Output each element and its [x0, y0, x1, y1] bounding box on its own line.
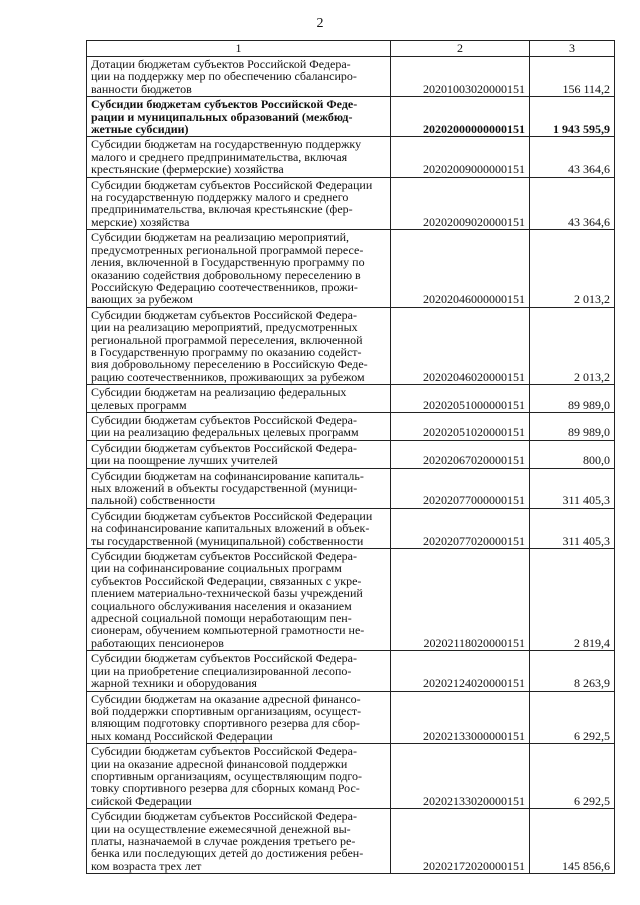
description-line: ции на осуществление ежемесячной денежной вы- [91, 821, 351, 836]
description-line: адресной социальной помощи неработающим пен- [91, 611, 352, 626]
description-line: рации и муниципальных образований (межбюд- [91, 109, 353, 124]
column-header-2: 2 [391, 41, 530, 57]
description-line: ции на софинансирование социальных программ [91, 561, 342, 576]
row-description [87, 549, 391, 651]
description-line: ванности бюджетов [91, 81, 192, 96]
table-row [87, 97, 615, 137]
table-row [87, 385, 615, 413]
row-code: 20202000000000151 [391, 97, 530, 137]
description-line: Субсидии бюджетам субъектов Российской Федера- [91, 744, 357, 759]
row-description [87, 137, 391, 177]
row-code: 20202046020000151 [391, 307, 530, 384]
row-amount: 800,0 [530, 440, 615, 468]
table-row [87, 412, 615, 440]
row-description [87, 307, 391, 384]
row-code: 20202009000000151 [391, 137, 530, 177]
row-amount: 2 819,4 [530, 549, 615, 651]
row-amount: 2 013,2 [530, 307, 615, 384]
row-code: 20202046000000151 [391, 230, 530, 307]
row-description [87, 691, 391, 744]
row-code: 20202124020000151 [391, 651, 530, 691]
table-row [87, 508, 615, 548]
table-row [87, 137, 615, 177]
table-row [87, 307, 615, 384]
table-row [87, 809, 615, 874]
description-line: ных команд Российской Федерации [91, 728, 273, 743]
row-code: 20202077000000151 [391, 468, 530, 508]
table-row [87, 691, 615, 744]
description-line: на государственную поддержку малого и среднего [91, 190, 349, 205]
description-line: ты государственной (муниципальной) собственности [91, 533, 364, 548]
description-line: Субсидии бюджетам субъектов Российской Федера- [91, 440, 357, 455]
description-line: работающих пенсионеров [91, 635, 224, 650]
description-line: Дотации бюджетам субъектов Российской Федера- [91, 57, 351, 71]
description-line: вающих за рубежом [91, 292, 193, 307]
description-line: ных вложений в объекты государственной (муници- [91, 481, 358, 495]
description-line: Субсидии бюджетам субъектов Российской Федера- [91, 549, 357, 564]
description-line: мерские) хозяйства [91, 214, 190, 229]
description-line: ции на реализацию мероприятий, предусмотренных [91, 320, 358, 335]
description-line: Субсидии бюджетам субъектов Российской Феде- [91, 97, 358, 112]
row-amount: 145 856,6 [530, 809, 615, 874]
table-row [87, 57, 615, 97]
description-line: вия добровольному переселению в Российскую Феде- [91, 357, 368, 372]
row-description [87, 744, 391, 809]
row-code: 20202009020000151 [391, 177, 530, 230]
description-line: предпринимательства, включая крестьянские (фер- [91, 202, 353, 217]
row-code: 20202051000000151 [391, 385, 530, 413]
table-row [87, 230, 615, 307]
column-header-1: 1 [87, 41, 391, 57]
description-line: сийской Федерации [91, 793, 192, 808]
row-description [87, 651, 391, 691]
description-line: на софинансирование капитальных вложений в объек- [91, 521, 370, 536]
description-line: товку спортивного резерва для сборных команд Рос- [91, 781, 360, 796]
description-line: пальной) собственности [91, 493, 216, 508]
description-line: спортивным организациям, осуществляющим подго- [91, 768, 363, 783]
description-line: Субсидии бюджетам субъектов Российской Федера- [91, 412, 357, 427]
row-code: 20202077020000151 [391, 508, 530, 548]
row-description [87, 440, 391, 468]
table-row [87, 549, 615, 651]
row-description [87, 468, 391, 508]
description-line: Субсидии бюджетам на оказание адресной финансо- [91, 691, 361, 706]
row-amount: 8 263,9 [530, 651, 615, 691]
row-code: 20202172020000151 [391, 809, 530, 874]
row-amount: 6 292,5 [530, 691, 615, 744]
row-description [87, 412, 391, 440]
row-description [87, 177, 391, 230]
description-line: целевых программ [91, 397, 187, 412]
description-line: в Государственную программу по оказанию содейст- [91, 344, 362, 359]
description-line: Субсидии бюджетам на государственную поддержку [91, 137, 362, 152]
table-header-row [87, 41, 615, 57]
row-description [87, 809, 391, 874]
description-line: Субсидии бюджетам субъектов Российской Федерации [91, 508, 373, 523]
row-amount: 1 943 595,9 [530, 97, 615, 137]
row-amount: 89 989,0 [530, 385, 615, 413]
description-line: жетные субсидии) [91, 122, 189, 137]
description-line: Российскую Федерацию соотечественников, прожи- [91, 279, 358, 294]
row-amount: 6 292,5 [530, 744, 615, 809]
table-body [87, 57, 615, 874]
row-code: 20202051020000151 [391, 412, 530, 440]
row-code: 20202133000000151 [391, 691, 530, 744]
description-line: Субсидии бюджетам субъектов Российской Федера- [91, 809, 357, 824]
description-line: малого и среднего предпринимательства, включая [91, 149, 348, 164]
page-number: 2 [316, 16, 324, 31]
row-amount: 156 114,2 [530, 57, 615, 97]
row-amount: 2 013,2 [530, 230, 615, 307]
description-line: ции на поддержку мер по обеспечению сбалансиро- [91, 69, 357, 84]
description-line: жарной техники и оборудования [91, 676, 257, 691]
description-line: региональной программой переселения, включенной [91, 332, 363, 347]
row-amount: 311 405,3 [530, 508, 615, 548]
row-description [87, 57, 391, 97]
description-line: оказанию содействия добровольному переселению в [91, 267, 361, 282]
table-row [87, 468, 615, 508]
row-description [87, 97, 391, 137]
description-line: ления, включенной в Государственную программу по [91, 255, 365, 270]
description-line: субъектов Российской Федерации, связанных с укре- [91, 573, 362, 588]
description-line: социального обслуживания населения и оказанием [91, 598, 352, 613]
description-line: платы, назначаемой в случае рождения третьего ре- [91, 833, 356, 848]
description-line: ком возраста трех лет [91, 858, 202, 873]
description-line: бенка или последующих детей до достижения ребен- [91, 846, 364, 861]
description-line: сионерам, обучением компьютерной грамотности не- [91, 623, 365, 638]
row-code: 20201003020000151 [391, 57, 530, 97]
column-header-3: 3 [530, 41, 615, 57]
description-line: Субсидии бюджетам на реализацию федеральных [91, 385, 347, 400]
row-amount: 43 364,6 [530, 177, 615, 230]
description-line: ции на реализацию федеральных целевых программ [91, 425, 359, 440]
budget-table [86, 40, 615, 874]
description-line: плением материально-технической базы учреждений [91, 586, 363, 601]
description-line: рацию соотечественников, проживающих за рубежом [91, 369, 365, 384]
description-line: ции на приобретение специализированной лесопо- [91, 663, 352, 678]
description-line: Субсидии бюджетам субъектов Российской Федера- [91, 307, 357, 322]
row-code: 20202067020000151 [391, 440, 530, 468]
description-line: Субсидии бюджетам на реализацию мероприятий, [91, 230, 349, 245]
description-line: Субсидии бюджетам субъектов Российской Федера- [91, 651, 357, 666]
row-amount: 311 405,3 [530, 468, 615, 508]
description-line: крестьянские (фермерские) хозяйства [91, 162, 284, 177]
description-line: Субсидии бюджетам субъектов Российской Федерации [91, 177, 373, 192]
description-line: предусмотренных региональной программой пересе- [91, 242, 364, 257]
description-line: Субсидии бюджетам на софинансирование капиталь- [91, 468, 364, 483]
row-description [87, 385, 391, 413]
table-row [87, 440, 615, 468]
row-amount: 43 364,6 [530, 137, 615, 177]
table-row [87, 177, 615, 230]
row-code: 20202133020000151 [391, 744, 530, 809]
description-line: ции на поощрение лучших учителей [91, 453, 278, 468]
row-description [87, 508, 391, 548]
description-line: ции на оказание адресной финансовой поддержки [91, 756, 348, 771]
row-code: 20202118020000151 [391, 549, 530, 651]
row-amount: 89 989,0 [530, 412, 615, 440]
table-row [87, 651, 615, 691]
row-description [87, 230, 391, 307]
description-line: вой поддержки спортивным организациям, осущест- [91, 703, 362, 718]
table-row [87, 744, 615, 809]
description-line: вляющим подготовку спортивного резерва для сбор- [91, 716, 360, 731]
